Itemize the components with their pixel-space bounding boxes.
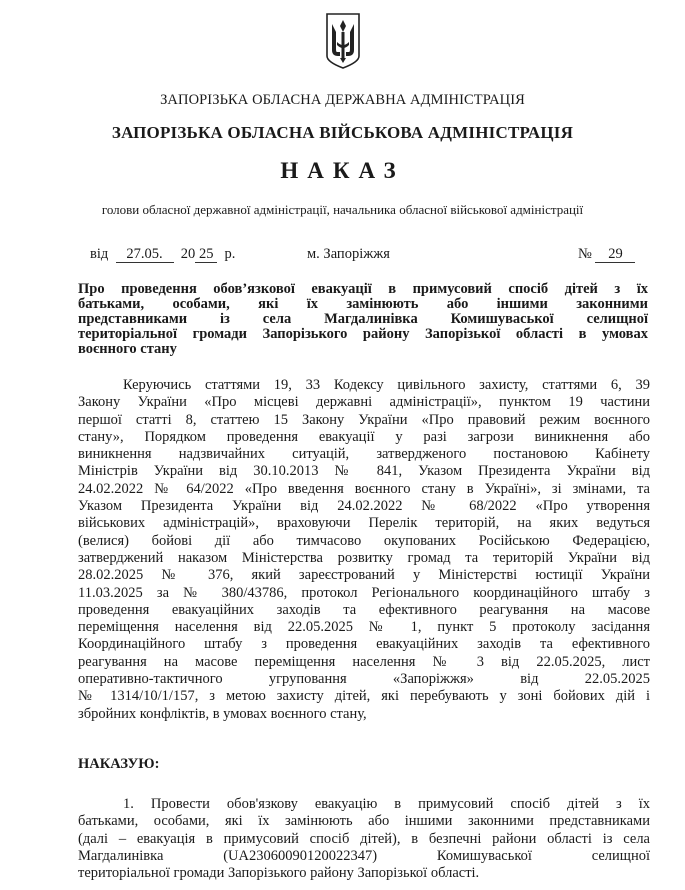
preamble-line: Указом Президента України від 24.02.2022 № 68/2022 «Про утворення <box>78 498 650 515</box>
order-subject <box>78 282 648 357</box>
subject-line: Про проведення обов’язкової евакуації в примусовий спосіб дітей з їх <box>78 281 648 297</box>
regional-state-administration: ЗАПОРІЗЬКА ОБЛАСНА ДЕРЖАВНА АДМІНІСТРАЦІЯ <box>160 92 525 108</box>
preamble-paragraph <box>78 377 650 723</box>
preamble-line: виникнення надзвичайних ситуацій, затвердженого постановою Кабінету <box>78 446 650 463</box>
item-line: батьками, особами, які їх замінюють або іншими законними представниками <box>78 813 650 830</box>
date-day-month: 27.05. <box>116 247 174 263</box>
preamble-line: затверджений наказом Міністерства розвитку громад та територій України від <box>78 549 650 566</box>
item-line: територіальної громади Запорізького району Запорізької області. <box>78 865 480 882</box>
date-year-prefix: 20 <box>180 246 196 262</box>
document-type-title: НАКАЗ <box>280 158 405 183</box>
item-line: (далі – евакуація в примусовий спосіб дітей), в безпечні райони області із села <box>78 830 650 847</box>
preamble-line: реагування на масове переміщення населення № 3 від 22.05.2025, лист <box>78 653 650 670</box>
item-line: Магдалинівка (UA23060090120022347) Комишуваської селищної <box>78 847 650 864</box>
issuer-line: голови обласної державної адміністрації, начальника обласної військової адміністрації <box>101 202 584 217</box>
order-item-1 <box>78 796 650 882</box>
preamble-line: Керуючись статтями 19, 33 Кодексу цивільного захисту, статтями 6, 39 <box>123 377 650 393</box>
order-number: 29 <box>595 247 635 263</box>
preamble-line: Міністрів України від 30.10.2013 № 841, Указом Президента України від <box>78 463 650 480</box>
subject-line: територіальної громади Запорізького району Запорізької області в умовах <box>78 326 648 342</box>
preamble-line: стану», Порядком проведення евакуації у разі загрози виникнення або <box>78 428 650 445</box>
preamble-line: оперативно-тактичного угруповання «Запоріжжя» від 22.05.2025 <box>78 671 650 688</box>
date-from-label: від <box>90 246 109 262</box>
regional-military-administration: ЗАПОРІЗЬКА ОБЛАСНА ВІЙСЬКОВА АДМІНІСТРАЦІЯ <box>111 123 574 142</box>
item-line: 1. Провести обов'язкову евакуацію в примусовий спосіб дітей з їх <box>123 796 650 812</box>
preamble-line: Закону України «Про місцеві державні адміністрації», пунктом 19 частини <box>78 394 650 411</box>
preamble-line: (велися) бойові дії або тимчасово окупованих Російською Федерацією, <box>78 532 650 549</box>
city-label: м. Запоріжжя <box>307 246 390 262</box>
preamble-line: 28.02.2025 № 376, який зареєстрований у Міністерстві юстиції України <box>78 567 650 584</box>
preamble-line: переміщення населення від 22.05.2025 № 1, пункт 5 протоколу засідання <box>78 619 650 636</box>
command-heading: НАКАЗУЮ: <box>78 756 160 772</box>
preamble-line: проведення евакуаційних заходів та ефективного реагування на масове <box>78 601 650 618</box>
subject-line: батьками, особами, які їх замінюють або іншими законними <box>78 296 648 312</box>
subject-line: представниками із села Магдалинівка Комишуваської селищної <box>78 311 648 327</box>
order-number-field <box>578 246 635 263</box>
trident-emblem-icon <box>325 12 361 70</box>
preamble-line: Координаційного штабу з проведення евакуаційних заходів та ефективного <box>78 636 650 653</box>
preamble-line: 24.02.2022 № 64/2022 «Про введення воєнного стану в Україні», зі змінами, та <box>78 480 650 497</box>
preamble-line: 11.03.2025 за № 380/43786, протокол Регіонального координаційного штабу з <box>78 584 650 601</box>
preamble-line: № 1314/10/1/157, з метою захисту дітей, які перебувають у зоні бойових дій і <box>78 688 650 705</box>
number-label: № <box>578 246 592 262</box>
preamble-line: першої статті 8, статтею 15 Закону України «Про правовий режим воєнного <box>78 411 650 428</box>
subject-line: воєнного стану <box>78 341 177 357</box>
date-field <box>90 246 235 263</box>
preamble-line: збройних конфліктів, в умовах воєнного стану, <box>78 705 367 722</box>
date-year-suffix: 25 <box>195 247 217 263</box>
preamble-line: військових адміністрацій», враховуючи Перелік територій, на яких ведуться <box>78 515 650 532</box>
date-year-abbr: р. <box>224 246 236 262</box>
